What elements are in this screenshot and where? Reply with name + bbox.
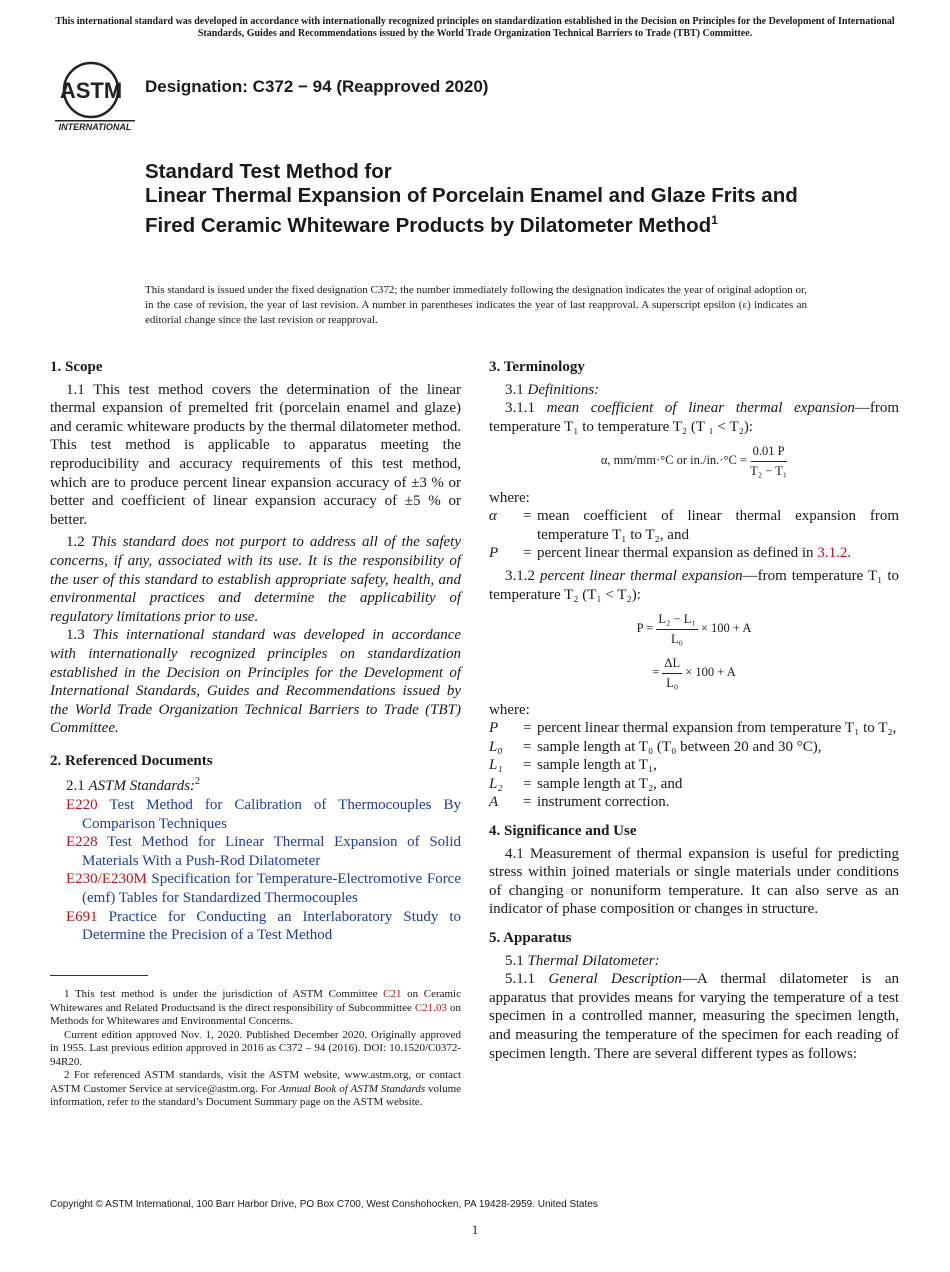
variable-definition: α = mean coefficient of linear thermal expansion from temperature T₁ to T₂, and bbox=[489, 508, 899, 543]
ref-item[interactable]: E220 Test Method for Calibration of Thermocouples By Comparison Techniques bbox=[66, 797, 461, 832]
variable-definition: P = percent linear thermal expansion from temperature T₁ to T₂, bbox=[489, 720, 897, 737]
title-line2: Linear Thermal Expansion of Porcelain Enamel and Glaze Frits and Fired Ceramic Whiteware Products by Dilatometer Method$^1$ bbox=[145, 184, 798, 237]
footnote-divider bbox=[50, 975, 148, 976]
variable-definition: L₀ = sample length at T₀ (T₀ between 20 and 30 °C), bbox=[489, 738, 822, 755]
equation-p: P = $\frac{\text{L₂ − L₁}}{\text{L₀}}$ × 100 + A bbox=[636, 612, 752, 646]
apparatus-5-1-1: 5.1.1 General Description—A thermal dilatometer is an apparatus that provides means for varying the temperature of a test specimen in a controlled manner, measuring the specimen length, and measuring the temperature of the specimen for each reading of specimen length. There are several different types as follows: bbox=[489, 971, 899, 1062]
right-column bbox=[489, 358, 899, 1063]
designation: Designation: C372 − 94 (Reapproved 2020) bbox=[145, 77, 489, 96]
scope-para-1-3: 1.3 This international standard was developed in accordance with internationally recognized principles on standardization established in the Decision on Principles for the Development of International Standards, Guides and Recommendations issued by the World Trade Organization Technical Barriers to Trade (TBT) Committee. bbox=[50, 627, 462, 737]
scope-para-1-2: 1.2 This standard does not purport to address all of the safety concerns, if any, associated with its use. It is the responsibility of the user of this standard to establish appropriate safety, health, and environmental practices and determine the applicability of regulatory limitations prior to use. bbox=[50, 534, 461, 625]
copyright-notice: Copyright © ASTM International, 100 Barr Harbor Drive, PO Box C700, West Conshohocken, PA 19428-2959. United States bbox=[50, 1199, 598, 1210]
astm-logo bbox=[55, 58, 135, 132]
where-label-1: where: bbox=[489, 489, 530, 506]
variable-definition: L₁ = sample length at T₁, bbox=[489, 757, 657, 774]
defs-heading: 3.1 Definitions: bbox=[505, 381, 600, 398]
footnote-2: 2 For referenced ASTM standards, visit the ASTM website, www.astm.org, or contact ASTM Customer Service at service@astm.org. For Annual Book of ASTM Standards volume information, refer to the standard’s Document Summary page on the ASTM website. bbox=[50, 1069, 462, 1108]
section-heading-refdocs: 2. Referenced Documents bbox=[50, 752, 213, 769]
logo-subtext: INTERNATIONAL bbox=[58, 122, 132, 132]
def-3-1-1: 3.1.1 mean coefficient of linear thermal expansion—from temperature T₁ to temperature T₂ (T ₁ < T₂): bbox=[489, 400, 899, 435]
apparatus-5-1: 5.1 Thermal Dilatometer: bbox=[505, 952, 660, 969]
refdocs-sub: 2.1 ASTM Standards:$^2$ bbox=[66, 776, 201, 795]
section-heading-apparatus: 5. Apparatus bbox=[489, 930, 572, 947]
equation-alpha: α, mm/mm·°C or in./in.·°C = $\frac{0.01 P}{\text{T₂ − T₁}}$ bbox=[600, 444, 788, 478]
where-label-2: where: bbox=[489, 701, 530, 718]
section-link[interactable]: 3.1.2 bbox=[817, 545, 848, 562]
ref-item[interactable]: E230/E230M Specification for Temperature-Electromotive Force (emf) Tables for Standardized Thermocouples bbox=[66, 871, 462, 907]
committee-link[interactable]: C21 bbox=[383, 988, 402, 1000]
section-heading-scope: 1. Scope bbox=[50, 359, 103, 375]
left-column bbox=[50, 358, 461, 945]
footnotes bbox=[50, 988, 461, 1110]
logo-text: ASTM bbox=[59, 78, 123, 103]
title-footnote-ref[interactable]: 1 bbox=[711, 213, 718, 227]
def-3-1-2: 3.1.2 percent linear thermal expansion—from temperature T₁ to temperature T₂ (T₁ < T₂): bbox=[489, 567, 900, 603]
document-title bbox=[145, 160, 825, 238]
variable-definition: L₂ = sample length at T₂, and bbox=[489, 775, 683, 792]
intro-paragraph: This standard is issued under the fixed designation C372; the number immediately following the designation indicates the year of original adoption or, in the case of revision, the year of last revision. A number in parentheses indicates the year of last reapproval. A superscript epsilon (ε) indicates an editorial change since the last revision or reapproval. bbox=[145, 284, 807, 326]
scope-para-1-1: 1.1 This test method covers the determination of the linear thermal expansion of premelted frit (porcelain enamel and glaze) and ceramic whiteware products by the thermal dilatometer method. This test method is applicable to apparatus meeting the reproducibility and accuracy requirements of this test method, which are to produce percent linear expansion accuracy of ±3 % or better and coefficient of linear expansion accuracy of ±5 % or better. bbox=[50, 381, 461, 528]
variable-definition: A = instrument correction. bbox=[489, 794, 670, 811]
page-number: 1 bbox=[471, 1222, 479, 1237]
footnote-1-edition: Current edition approved Nov. 1, 2020. Published December 2020. Originally approved in 1955. Last previous edition approved in 2016 as C372 – 94 (2016). DOI: 10.1520/C0372-94R20. bbox=[50, 1028, 461, 1068]
equation-p-delta: = $\frac{\Delta L}{\text{L₀}}$ × 100 + A bbox=[652, 656, 736, 690]
ref-item[interactable]: E228 Test Method for Linear Thermal Expansion of Solid Materials With a Push-Rod Dilatometer bbox=[66, 834, 461, 869]
footnote-1: 1 This test method is under the jurisdiction of ASTM Committee C21 on Ceramic Whitewares and Related Productsand is the direct responsibility of Subcommittee C21.03 on Methods for Whitewares and Environmental Concerns. bbox=[50, 988, 462, 1027]
subcommittee-link[interactable]: C21.03 bbox=[414, 1001, 447, 1014]
significance-para: 4.1 Measurement of thermal expansion is useful for predicting stress within joined materials or single materials under conditions of changing or nonuniform temperature. It can also serve as an indicator of phase composition or changes in structure. bbox=[489, 845, 899, 918]
variable-definition: P = percent linear thermal expansion as defined in 3.1.2. bbox=[489, 545, 852, 562]
ref-item[interactable]: E691 Practice for Conducting an Interlaboratory Study to Determine the Precision of a Test Method bbox=[66, 908, 461, 944]
section-heading-significance: 4. Significance and Use bbox=[489, 823, 637, 840]
preamble-text: This international standard was developed in accordance with internationally recognized principles on standardization established in the Decision on Principles for the Development of International Standards, Guides and Recommendations issued by the World Trade Organization Technical Barriers to Trade (TBT) Committee. bbox=[55, 16, 895, 39]
section-heading-terminology: 3. Terminology bbox=[489, 359, 585, 375]
title-line1: Standard Test Method for bbox=[145, 160, 392, 183]
